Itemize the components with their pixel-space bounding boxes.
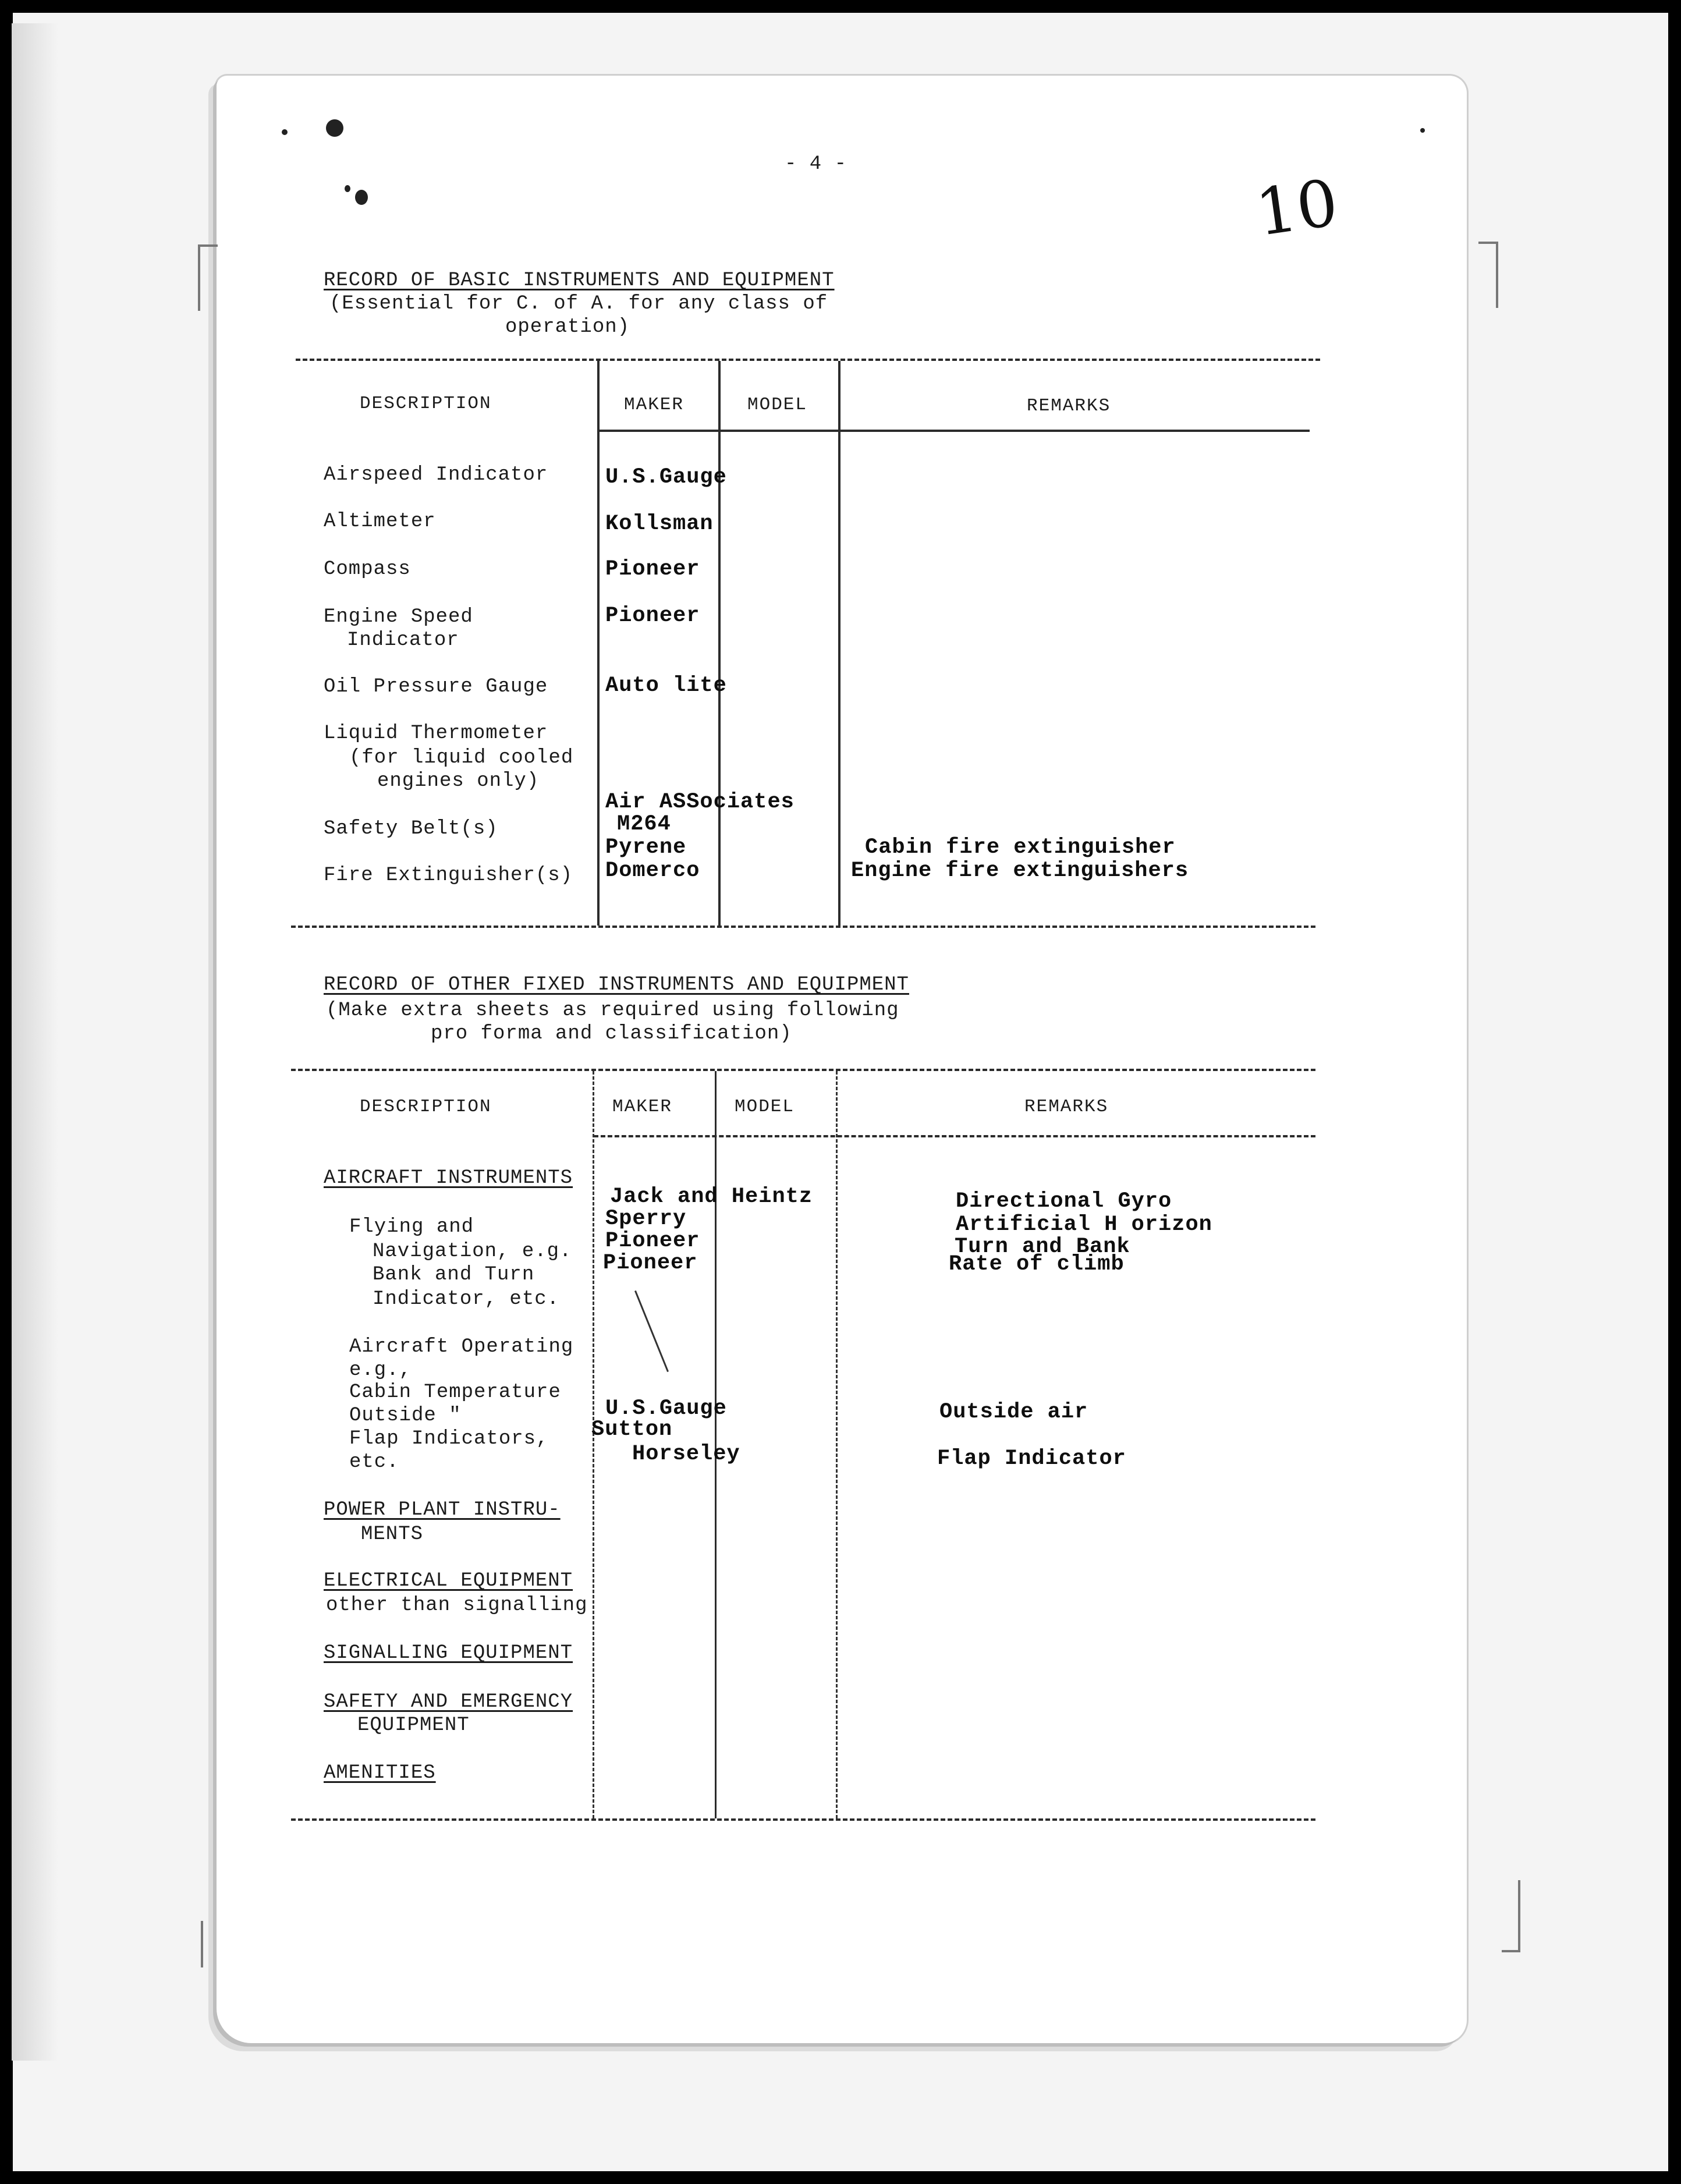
- row-description: Oil Pressure Gauge: [324, 676, 548, 698]
- ink-stain: [345, 185, 350, 192]
- table2-col-divider: [593, 1071, 594, 1818]
- row-remarks: Cabin fire extinguisher: [865, 835, 1176, 860]
- flying-description: Flying and: [349, 1216, 474, 1238]
- category-electrical: other than signalling: [326, 1594, 588, 1616]
- row-description: Indicator: [347, 629, 459, 651]
- operating-description: Outside ": [349, 1405, 462, 1427]
- flying-remark: Rate of climb: [949, 1252, 1125, 1277]
- category-power-plant: POWER PLANT INSTRU-: [324, 1499, 561, 1521]
- operating-description: Cabin Temperature: [349, 1381, 561, 1403]
- page-number: - 4 -: [785, 153, 847, 175]
- document-page: [217, 76, 1467, 2043]
- registration-mark-bottom-right: [1502, 1880, 1520, 1952]
- flying-maker: Pioneer: [605, 1229, 700, 1253]
- column-header-maker: MAKER: [612, 1097, 673, 1117]
- registration-mark-top-left: [198, 244, 218, 311]
- row-description: Fire Extinguisher(s): [324, 864, 573, 887]
- section2-note: (Make extra sheets as required using following: [326, 999, 899, 1022]
- row-description: Engine Speed: [324, 606, 473, 628]
- section1-title: RECORD OF BASIC INSTRUMENTS AND EQUIPMENT: [324, 270, 835, 292]
- table1-col-divider: [597, 361, 600, 926]
- row-description: Liquid Thermometer: [324, 722, 548, 744]
- row-description: Airspeed Indicator: [324, 464, 548, 486]
- flying-remark: Directional Gyro: [956, 1189, 1172, 1214]
- row-maker: Auto lite: [605, 673, 727, 698]
- row-description: Altimeter: [324, 510, 436, 533]
- operating-description: e.g.,: [349, 1359, 412, 1381]
- flying-description: Bank and Turn: [373, 1264, 535, 1286]
- table1-header-rule: [600, 430, 1310, 432]
- handwritten-number: 10: [1251, 165, 1343, 251]
- category-power-plant: MENTS: [361, 1523, 424, 1545]
- row-maker: Kollsman: [605, 512, 714, 536]
- row-maker: Pioneer: [605, 604, 700, 628]
- operating-maker: Horseley: [632, 1442, 740, 1466]
- column-header-remarks: REMARKS: [1027, 396, 1111, 416]
- row-maker: Pioneer: [605, 557, 700, 582]
- table1-col-divider: [838, 361, 840, 926]
- operating-maker: U.S.Gauge: [605, 1396, 727, 1421]
- flying-remark: Turn and Bank: [955, 1235, 1130, 1259]
- registration-mark-top-right: [1478, 242, 1498, 308]
- operating-description: etc.: [349, 1451, 399, 1473]
- table2-header-rule: [594, 1135, 1315, 1137]
- section2-note: pro forma and classification): [431, 1023, 792, 1045]
- operating-maker: Sutton: [591, 1417, 673, 1442]
- row-maker: Domerco: [605, 859, 700, 883]
- category-safety: SAFETY AND EMERGENCY: [324, 1691, 573, 1713]
- column-header-model: MODEL: [735, 1097, 795, 1117]
- ink-stain: [282, 129, 288, 135]
- column-header-description: DESCRIPTION: [360, 1097, 492, 1117]
- flying-remark: Artificial H orizon: [956, 1212, 1212, 1237]
- section2-title: RECORD OF OTHER FIXED INSTRUMENTS AND EQUIPMENT: [324, 974, 909, 996]
- scan-shadow: [12, 23, 58, 2061]
- ink-stain: [1420, 128, 1425, 133]
- operating-description: Aircraft Operating: [349, 1336, 574, 1358]
- row-description: Compass: [324, 558, 411, 580]
- registration-mark-bottom-left: [201, 1921, 215, 1967]
- flying-maker: Sperry: [605, 1207, 687, 1231]
- flying-maker: Jack and Heintz: [610, 1185, 813, 1209]
- column-header-remarks: REMARKS: [1024, 1097, 1109, 1117]
- table1-bottom-rule: [291, 926, 1315, 928]
- section1-note: (Essential for C. of A. for any class of: [329, 293, 828, 315]
- ink-stain: [355, 190, 368, 205]
- table2-col-divider: [836, 1071, 838, 1818]
- flying-maker: Pioneer: [603, 1251, 698, 1275]
- operating-remark: Flap Indicator: [937, 1446, 1126, 1471]
- category-signalling: SIGNALLING EQUIPMENT: [324, 1642, 573, 1664]
- operating-description: Flap Indicators,: [349, 1428, 549, 1450]
- category-safety: EQUIPMENT: [357, 1714, 470, 1736]
- column-header-maker: MAKER: [624, 395, 685, 415]
- row-description: (for liquid cooled: [349, 747, 574, 769]
- row-description: engines only): [377, 770, 540, 792]
- ink-stain: [326, 119, 343, 137]
- flying-description: Indicator, etc.: [373, 1288, 560, 1310]
- category-amenities: AMENITIES: [324, 1762, 436, 1784]
- row-maker: U.S.Gauge: [605, 465, 727, 490]
- flying-description: Navigation, e.g.: [373, 1240, 572, 1263]
- table1-top-rule: [296, 359, 1320, 361]
- row-maker: M264: [617, 812, 671, 836]
- operating-remark: Outside air: [939, 1400, 1088, 1424]
- table1-col-divider: [718, 361, 721, 926]
- column-header-model: MODEL: [747, 395, 808, 415]
- column-header-description: DESCRIPTION: [360, 393, 492, 414]
- category-aircraft-instruments: AIRCRAFT INSTRUMENTS: [324, 1167, 573, 1189]
- category-electrical: ELECTRICAL EQUIPMENT: [324, 1570, 573, 1592]
- row-maker: Air ASSociates: [605, 790, 795, 814]
- section1-note: operation): [505, 316, 630, 338]
- table2-bottom-rule: [291, 1818, 1315, 1821]
- table2-top-rule: [291, 1069, 1315, 1071]
- row-maker: Pyrene: [605, 835, 687, 860]
- row-description: Safety Belt(s): [324, 818, 498, 840]
- row-remarks: Engine fire extinguishers: [851, 859, 1189, 883]
